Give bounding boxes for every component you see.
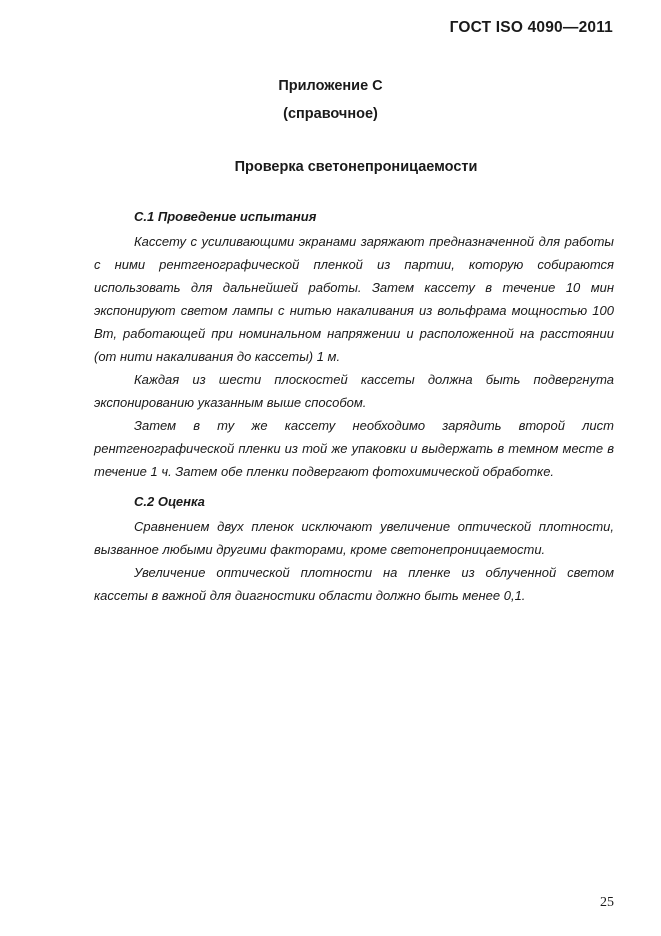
appendix-subtitle: (справочное) xyxy=(283,106,378,122)
spacer xyxy=(94,483,614,490)
document-code: ГОСТ ISO 4090—2011 xyxy=(449,19,613,36)
paragraph: Каждая из шести плоскостей кассеты должна быть подвергнута экспонированию указанным выше способом. xyxy=(94,372,614,410)
paragraph: Затем в ту же кассету необходимо зарядить второй лист рентгенографической пленки из той же упаковки и выдержать в темном месте в течение 1 ч. Затем обе пленки подвергают фотохимической обработке. xyxy=(94,418,614,479)
section-title: Проверка светонепроницаемости xyxy=(234,159,478,175)
subsection-heading: С.1 Проведение испытания xyxy=(134,209,317,224)
page-number: 25 xyxy=(600,895,614,910)
subsection-heading: С.2 Оценка xyxy=(134,494,205,509)
paragraph: Кассету с усиливающими экранами заряжают предназначенной для работы с ними рентгенографической пленкой из партии, которую собираются использовать для дальнейшей работы. Затем кассету в течение 10 мин экспонируют светом лампы с нитью накаливания из вольфрама мощностью 100 Вт, работающей при номинальном напряжении и расположенной на расстоянии (от нити накаливания до кассеты) 1 м. xyxy=(94,234,614,364)
paragraph: Увеличение оптической плотности на пленке из облученной светом кассеты в важной для диагностики области должно быть менее 0,1. xyxy=(94,565,614,603)
paragraph: Сравнением двух пленок исключают увеличение оптической плотности, вызванное любыми другими факторами, кроме светонепроницаемости. xyxy=(94,519,614,557)
appendix-title: Приложение С xyxy=(278,78,383,94)
document-body xyxy=(94,205,614,607)
